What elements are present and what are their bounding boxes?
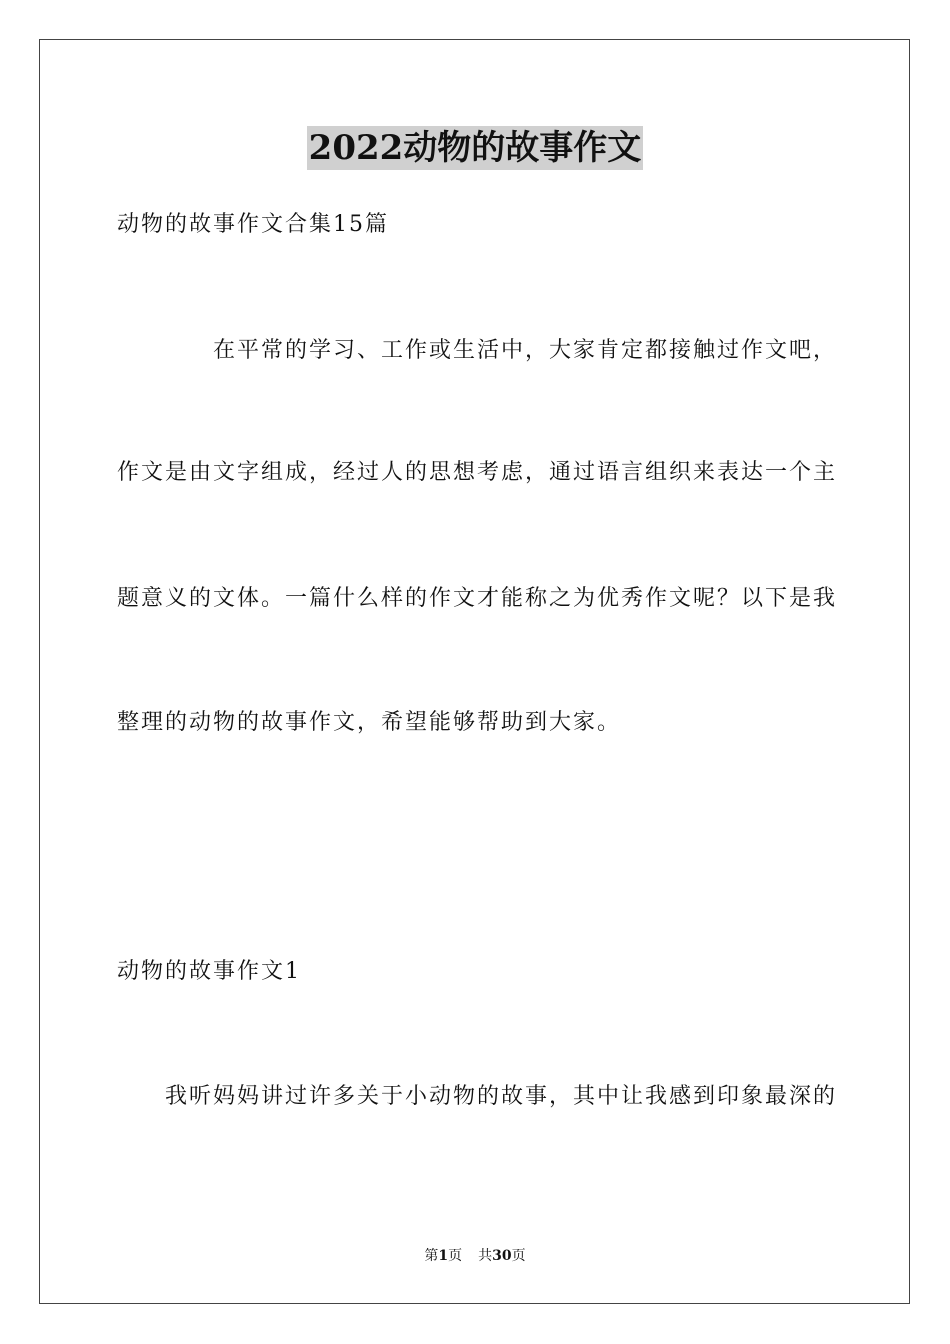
title-container [0, 126, 950, 170]
footer-page-number: 1 [438, 1248, 449, 1264]
section-heading: 动物的故事作文1 [117, 959, 301, 984]
footer-page-prefix: 第 [424, 1248, 439, 1264]
footer-page-suffix: 页 [448, 1248, 463, 1264]
intro-line-3: 题意义的文体。一篇什么样的作文才能称之为优秀作文呢？以下是我 [117, 586, 838, 611]
page-footer [0, 1247, 950, 1265]
document-title: 2022动物的故事作文 [308, 128, 642, 168]
footer-total-pages: 30 [492, 1248, 512, 1264]
intro-line-4: 整理的动物的故事作文，希望能够帮助到大家。 [117, 710, 622, 735]
document-subtitle: 动物的故事作文合集15篇 [117, 212, 389, 237]
section-line-1: 我听妈妈讲过许多关于小动物的故事，其中让我感到印象最深的 [165, 1084, 838, 1109]
footer-total-suffix: 页 [511, 1248, 526, 1264]
footer-total-prefix: 共 [478, 1248, 493, 1264]
intro-line-1: 在平常的学习、工作或生活中，大家肯定都接触过作文吧， [213, 338, 838, 363]
intro-line-2: 作文是由文字组成，经过人的思想考虑，通过语言组织来表达一个主 [117, 460, 838, 485]
